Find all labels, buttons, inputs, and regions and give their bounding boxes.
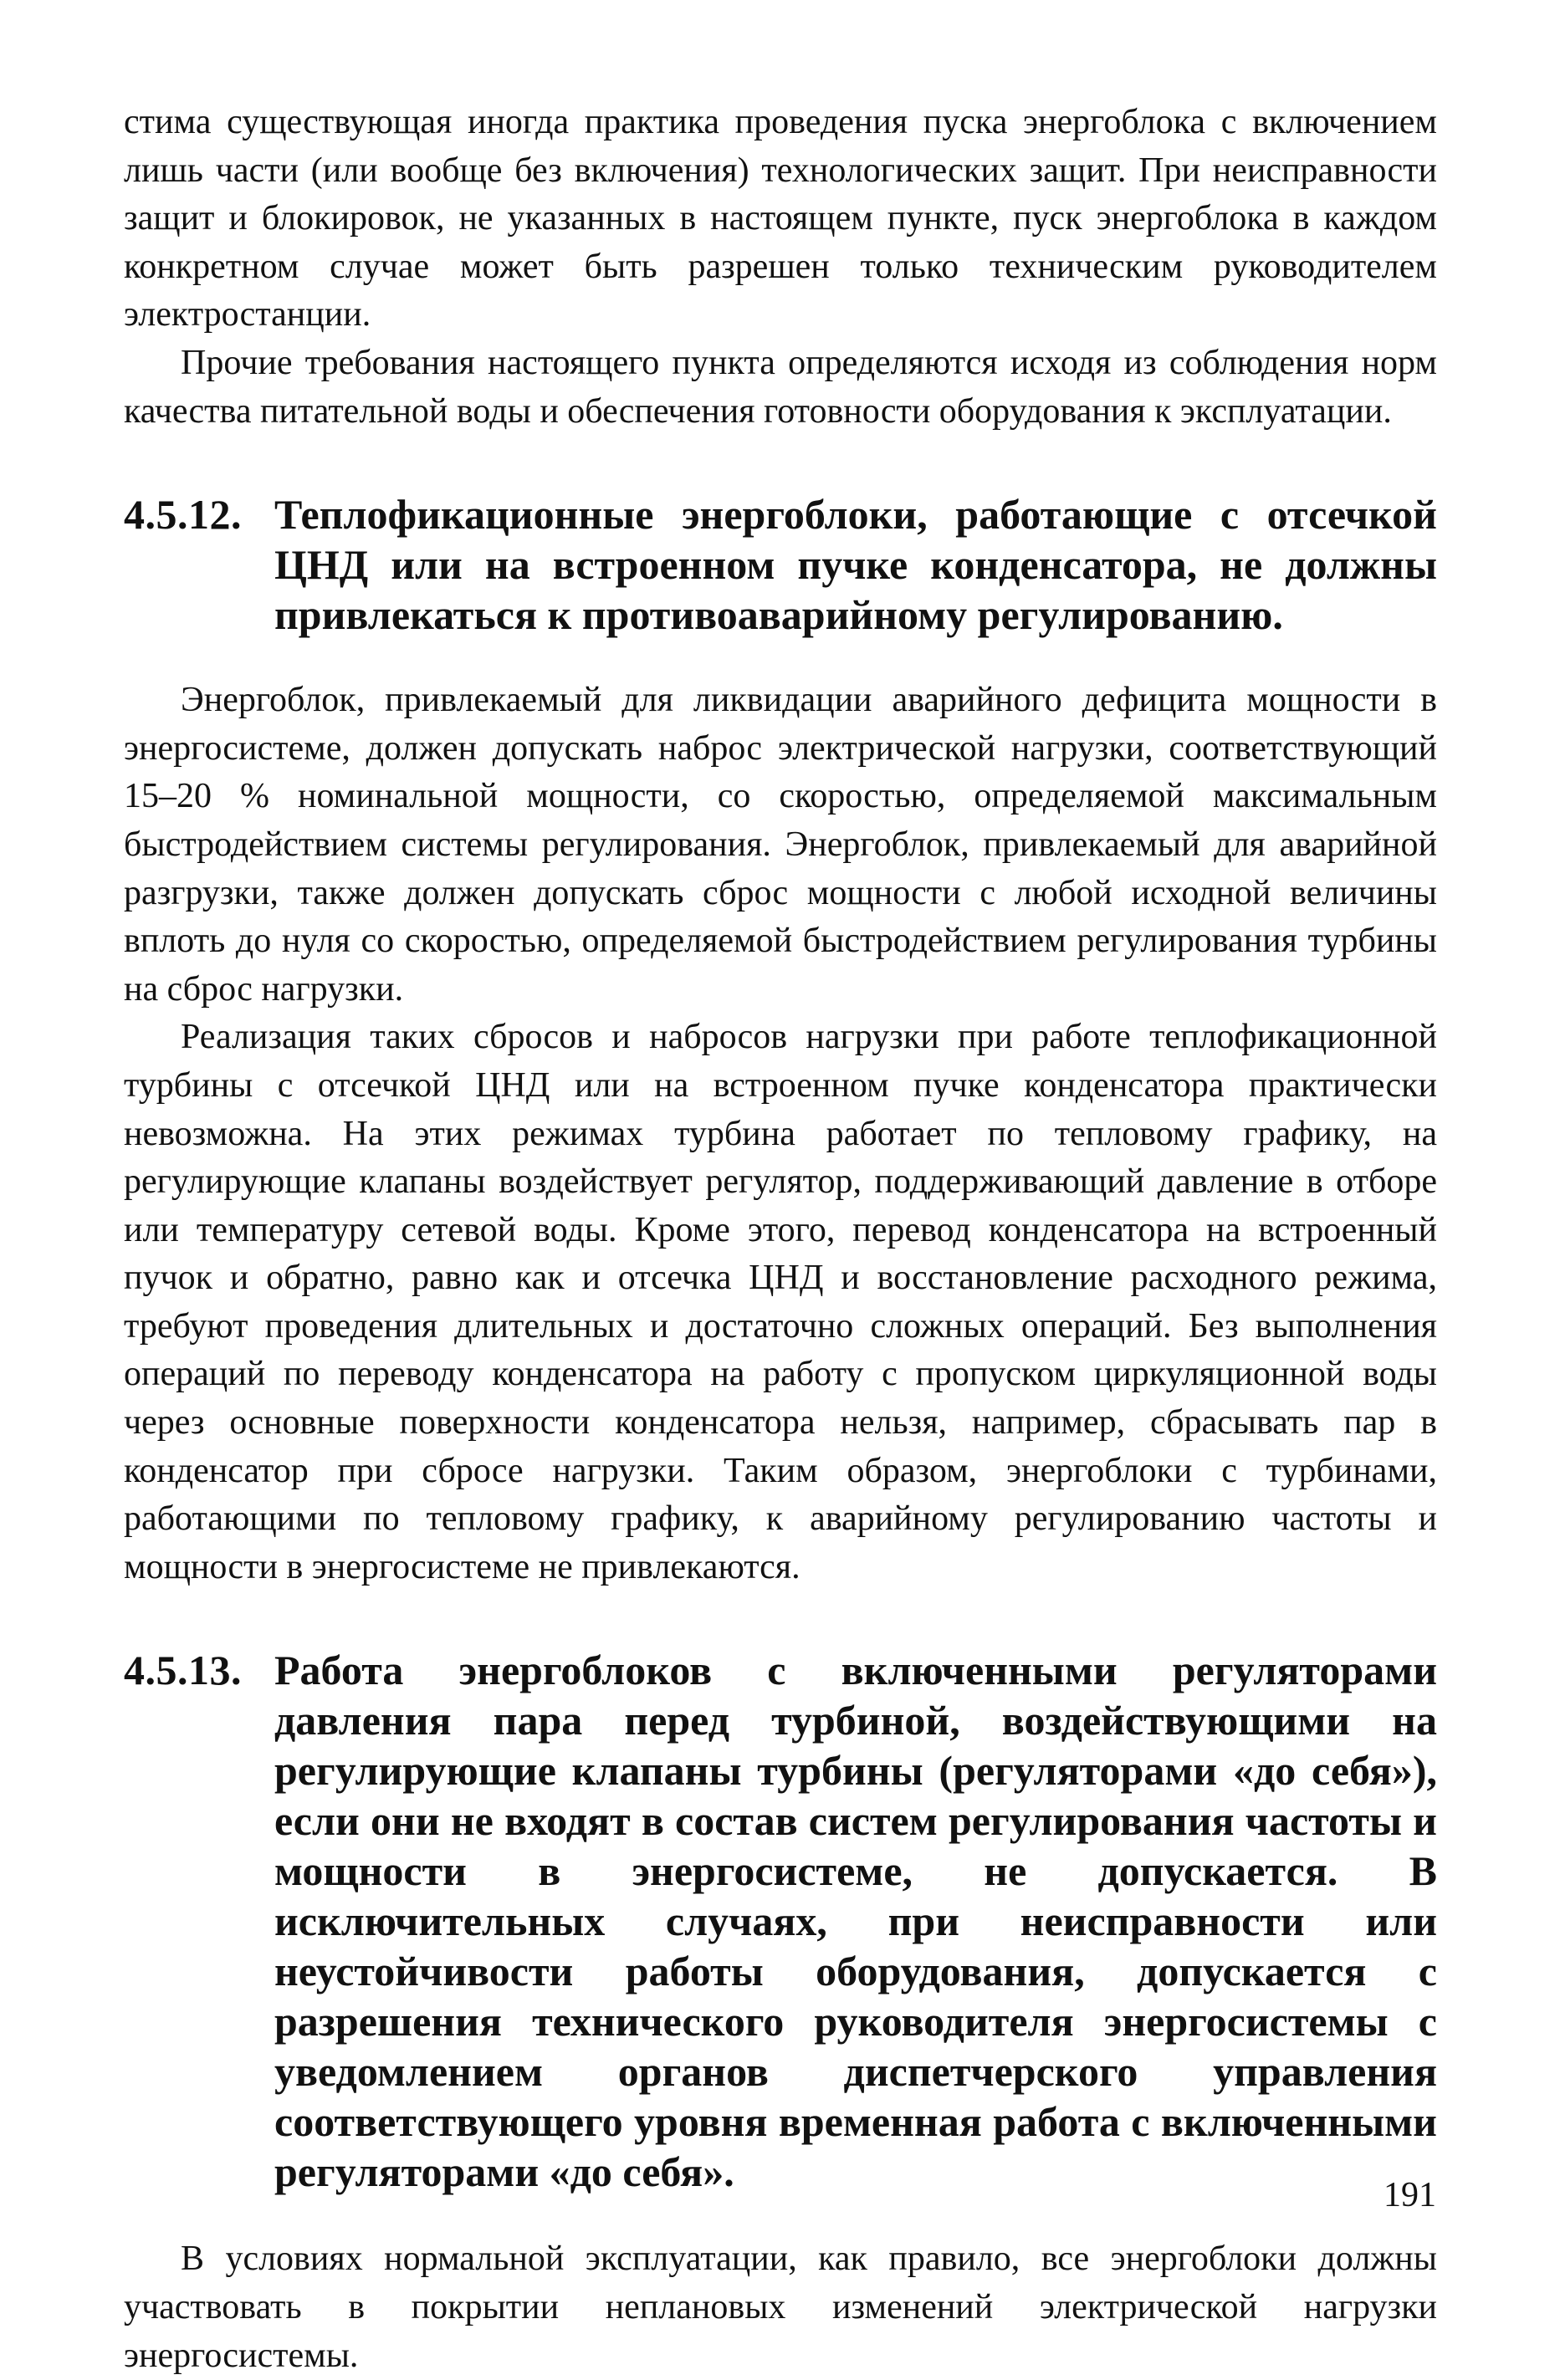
paragraph-intro-continued: стима существующая иногда практика проведения пуска энергоблока с включением лишь части (или вообще без включения) технологических защит. При неисправности защит и блокировок, не указанных в настоящем пункте, пуск энергоблока в каждом конкретном случае может быть разрешен только техническим руководителем электростанции. xyxy=(124,103,1437,335)
section-number: 4.5.13. xyxy=(124,1647,242,1694)
page-number: 191 xyxy=(1384,2176,1436,2214)
section-title: Теплофикационные энергоблоки, работающие с отсечкой ЦНД или на встроенном пучке конденсатора, не должны привлекаться к противоаварийному регулированию. xyxy=(274,491,1437,639)
paragraph-4-5-13-body-1: В условиях нормальной эксплуатации, как правило, все энергоблоки должны участвовать в покрытии неплановых изменений электрической нагрузки энергосистемы. xyxy=(124,2240,1437,2375)
paragraph-4-5-12-body-2: Реализация таких сбросов и набросов нагрузки при работе теплофикационной турбины с отсечкой ЦНД или на встроенном пучке конденсатора практически невозможна. На этих режимах турбина работает по тепловому графику, на регулирующие клапаны воздействует регулятор, поддерживающий давление в отборе или температуру сетевой воды. Кроме этого, перевод конденсатора на встроенный пучок и обратно, равно как и отсечка ЦНД и восстановление расходного режима, требуют проведения длительных и достаточно сложных операций. Без выполнения операций по переводу конденсатора на работу с пропуском циркуляционной воды через основные поверхности конденсатора нельзя, например, сбрасывать пар в конденсатор при сбросе нагрузки. Таким образом, энергоблоки с турбинами, работающими по тепловому графику, к аварийному регулированию частоты и мощности в энергосистеме не привлекаются. xyxy=(124,1018,1437,1586)
paragraph-4-5-12-body-1: Энергоблок, привлекаемый для ликвидации аварийного дефицита мощности в энергосистеме, должен допускать наброс электрической нагрузки, соответствующий 15–20 % номинальной мощности, со скоростью, определяемой максимальным быстродействием системы регулирования. Энергоблок, привлекаемый для аварийной разгрузки, также должен допускать сброс мощности с любой исходной величины вплоть до нуля со скоростью, определяемой быстродействием регулирования турбины на сброс нагрузки. xyxy=(124,681,1437,1009)
section-title: Работа энергоблоков с включенными регуляторами давления пара перед турбиной, воздействующими на регулирующие клапаны турбины (регуляторами «до себя»), если они не входят в состав систем регулирования частоты и мощности в энергосистеме, не допускается. В исключительных случаях, при неисправности или неустойчивости работы оборудования, допускается с разрешения технического руководителя энергосистемы с уведомлением органов диспетчерского управления соответствующего уровня временная работа с включенными регуляторами «до себя». xyxy=(274,1647,1437,2196)
section-number: 4.5.12. xyxy=(124,491,242,539)
section-heading-4-5-13 xyxy=(124,1645,1437,2197)
paragraph-intro-requirements: Прочие требования настоящего пункта определяются исходя из соблюдения норм качества питательной воды и обеспечения готовности оборудования к эксплуатации. xyxy=(124,343,1437,431)
page-content xyxy=(124,99,1437,2380)
section-heading-4-5-12 xyxy=(124,489,1437,640)
